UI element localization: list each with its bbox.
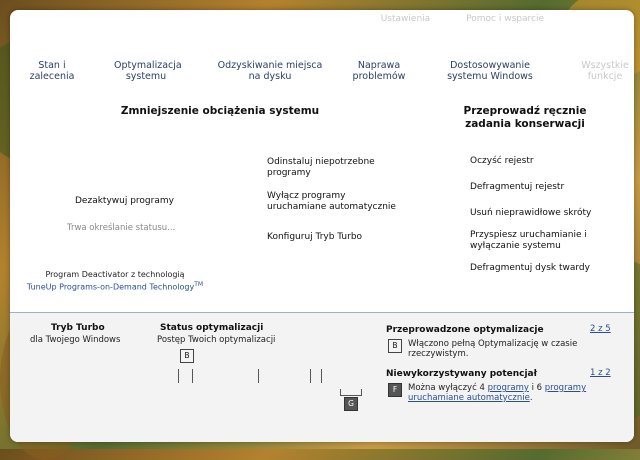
clean-registry-link[interactable]: Oczyść rejestr: [470, 156, 534, 166]
category-nav: [10, 60, 634, 90]
nav-all-functions[interactable]: Wszystkie funkcje: [581, 60, 629, 82]
program-deactivator-line1: Program Deactivator z technologią: [45, 270, 185, 279]
turbo-title[interactable]: Tryb Turbo: [51, 323, 105, 333]
nav-status[interactable]: Stan i zalecenia: [29, 60, 75, 82]
potential-text: [408, 383, 618, 403]
defrag-disk-link[interactable]: Defragmentuj dysk twardy: [470, 263, 590, 273]
program-deactivator-line2: [25, 280, 205, 293]
status-determining-text: Trwa określanie statusu...: [67, 223, 176, 233]
completed-text: Włączono pełną Optymalizację w czasie rzeczywistym.: [408, 339, 578, 359]
completed-count-link[interactable]: 2 z 5: [590, 324, 611, 334]
progress-tick: [321, 369, 322, 383]
completed-badge: B: [388, 339, 402, 353]
trademark-symbol: TM: [194, 281, 204, 288]
potential-suffix: .: [529, 393, 533, 403]
marker-g-badge: G: [344, 397, 358, 411]
potential-count-link[interactable]: 1 z 2: [590, 368, 611, 378]
startup-programs-link[interactable]: programy uruchamiane automatycznie: [408, 383, 587, 403]
uninstall-programs-link[interactable]: Odinstaluj niepotrzebne programy: [267, 157, 375, 178]
main-window: [10, 10, 634, 442]
marker-b-badge: B: [180, 349, 194, 363]
programs-on-demand-text: TuneUp Programs-on-Demand Technology: [26, 282, 195, 292]
program-deactivator-caption: [25, 270, 205, 293]
nav-free-space[interactable]: Odzyskiwanie miejsca na dysku: [217, 60, 323, 82]
programs-link[interactable]: programy: [487, 383, 529, 393]
unused-potential-title: Niewykorzystywany potencjał: [386, 369, 537, 379]
optimization-status-subtitle: Postęp Twoich optymalizacji: [157, 335, 276, 345]
progress-tick: [192, 369, 193, 383]
defrag-registry-link[interactable]: Defragmentuj rejestr: [470, 182, 565, 192]
turbo-subtitle: dla Twojego Windows: [30, 335, 121, 345]
nav-optimize[interactable]: Optymalizacja systemu: [114, 60, 182, 82]
help-link[interactable]: Pomoc i wsparcie: [466, 14, 544, 24]
progress-tick: [310, 369, 311, 383]
potential-prefix: Można wyłączyć 4: [408, 383, 488, 393]
speed-up-startup-link[interactable]: Przyspiesz uruchamianie i wyłączanie systemu: [470, 230, 587, 251]
configure-turbo-link[interactable]: Konfiguruj Tryb Turbo: [267, 232, 363, 242]
marker-g-bracket: [340, 389, 362, 396]
progress-tick: [258, 369, 259, 383]
deactivate-programs-link[interactable]: Dezaktywuj programy: [75, 196, 174, 206]
nav-fix-problems[interactable]: Naprawa problemów: [352, 60, 406, 82]
reduce-load-heading: Zmniejszenie obciążenia systemu: [120, 105, 320, 117]
progress-tick: [178, 369, 179, 383]
status-panel: [10, 313, 634, 442]
potential-mid: i 6: [528, 383, 545, 393]
optimization-status-title: Status optymalizacji: [160, 323, 264, 333]
completed-optimizations-title: Przeprowadzone optymalizacje: [386, 325, 544, 335]
potential-badge: F: [388, 383, 402, 397]
remove-shortcuts-link[interactable]: Usuń nieprawidłowe skróty: [470, 208, 592, 218]
settings-link[interactable]: Ustawienia: [380, 14, 431, 24]
top-links: [381, 14, 544, 24]
disable-startup-programs-link[interactable]: Wyłącz programy uruchamiane automatycznie: [267, 191, 396, 212]
nav-customize[interactable]: Dostosowywanie systemu Windows: [447, 60, 533, 82]
manual-tasks-heading: Przeprowadź ręcznie zadania konserwacji: [463, 105, 587, 130]
